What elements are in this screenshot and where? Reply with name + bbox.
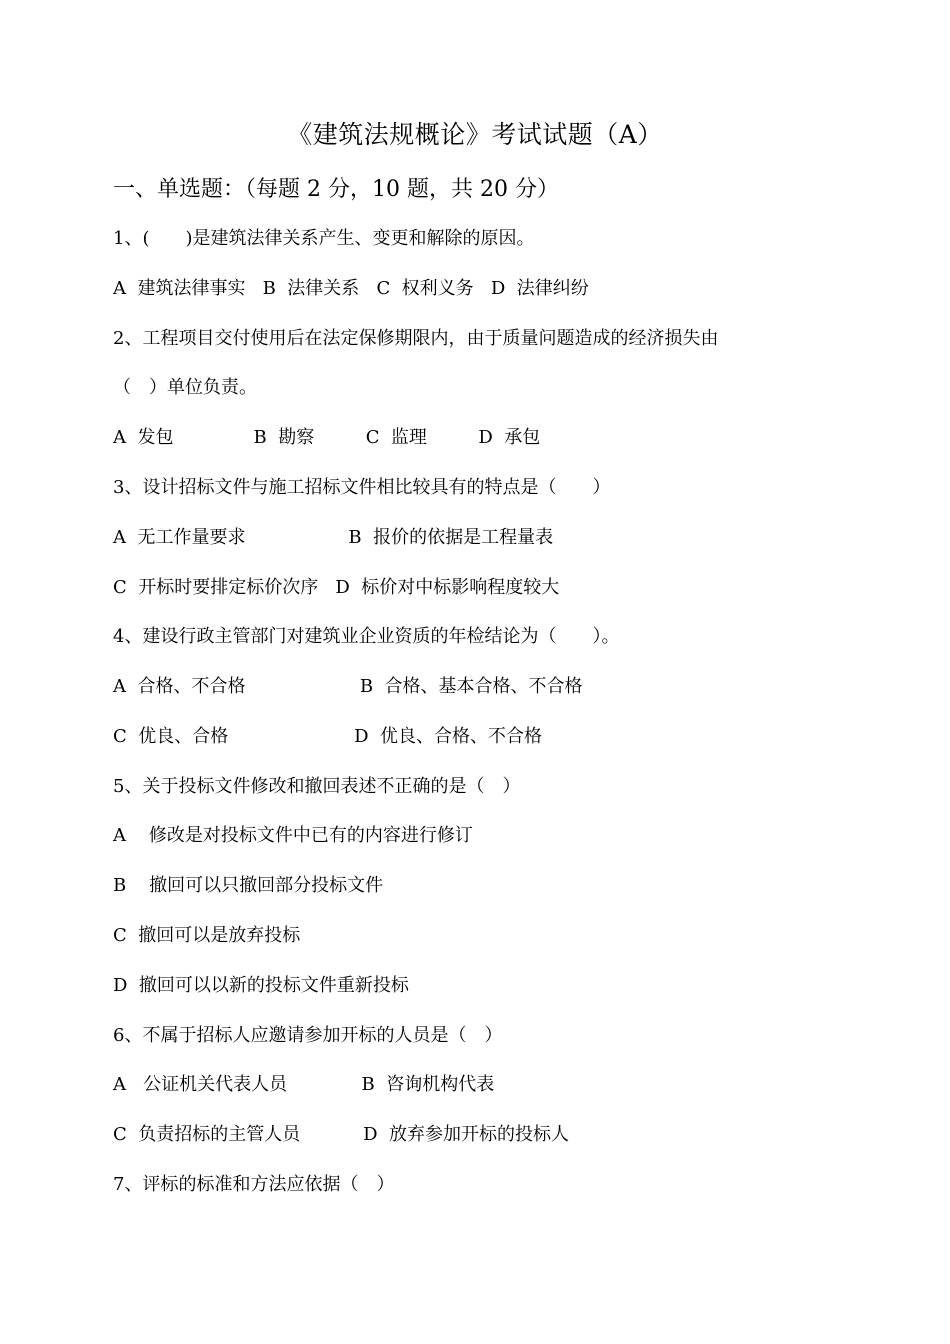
question-6-options-cd: C 负责招标的主管人员 D 放弃参加开标的投标人 — [113, 1124, 570, 1145]
question-6-options-ab: A 公证机关代表人员 B 咨询机构代表 — [113, 1074, 495, 1095]
document-title: 《建筑法规概论》考试试题（A） — [287, 120, 663, 149]
section-heading: 一、单选题：（每题 2 分，10 题，共 20 分） — [113, 177, 559, 202]
question-1-stem: 1、( )是建筑法律关系产生、变更和解除的原因。 — [113, 228, 535, 249]
question-3-options-ab: A 无工作量要求 B 报价的依据是工程量表 — [113, 527, 554, 548]
question-5-option-a: A 修改是对投标文件中已有的内容进行修订 — [113, 825, 473, 846]
question-4-options-ab: A 合格、不合格 B 合格、基本合格、不合格 — [113, 676, 583, 697]
question-5-stem: 5、关于投标文件修改和撤回表述不正确的是（ ） — [113, 776, 521, 797]
question-2-stem: 2、工程项目交付使用后在法定保修期限内，由于质量问题造成的经济损失由 — [113, 328, 719, 349]
question-3-options-cd: C 开标时要排定标价次序 D 标价对中标影响程度较大 — [113, 577, 560, 598]
question-4-options-cd: C 优良、合格 D 优良、合格、不合格 — [113, 726, 542, 747]
question-7-stem: 7、评标的标准和方法应依据（ ） — [113, 1174, 395, 1195]
question-2-stem-continued: （ ）单位负责。 — [113, 377, 257, 398]
question-5-option-d: D 撤回可以以新的投标文件重新投标 — [113, 975, 409, 996]
question-4-stem: 4、建设行政主管部门对建筑业企业资质的年检结论为（ ）。 — [113, 626, 620, 647]
question-2-options: A 发包 B 勘察 C 监理 D 承包 — [113, 427, 541, 448]
question-1-options: A 建筑法律事实 B 法律关系 C 权利义务 D 法律纠纷 — [113, 278, 589, 299]
question-5-option-b: B 撤回可以只撤回部分投标文件 — [113, 875, 384, 896]
question-3-stem: 3、设计招标文件与施工招标文件相比较具有的特点是（ ） — [113, 477, 611, 498]
question-5-option-c: C 撤回可以是放弃投标 — [113, 925, 301, 946]
question-6-stem: 6、不属于招标人应邀请参加开标的人员是（ ） — [113, 1025, 503, 1046]
